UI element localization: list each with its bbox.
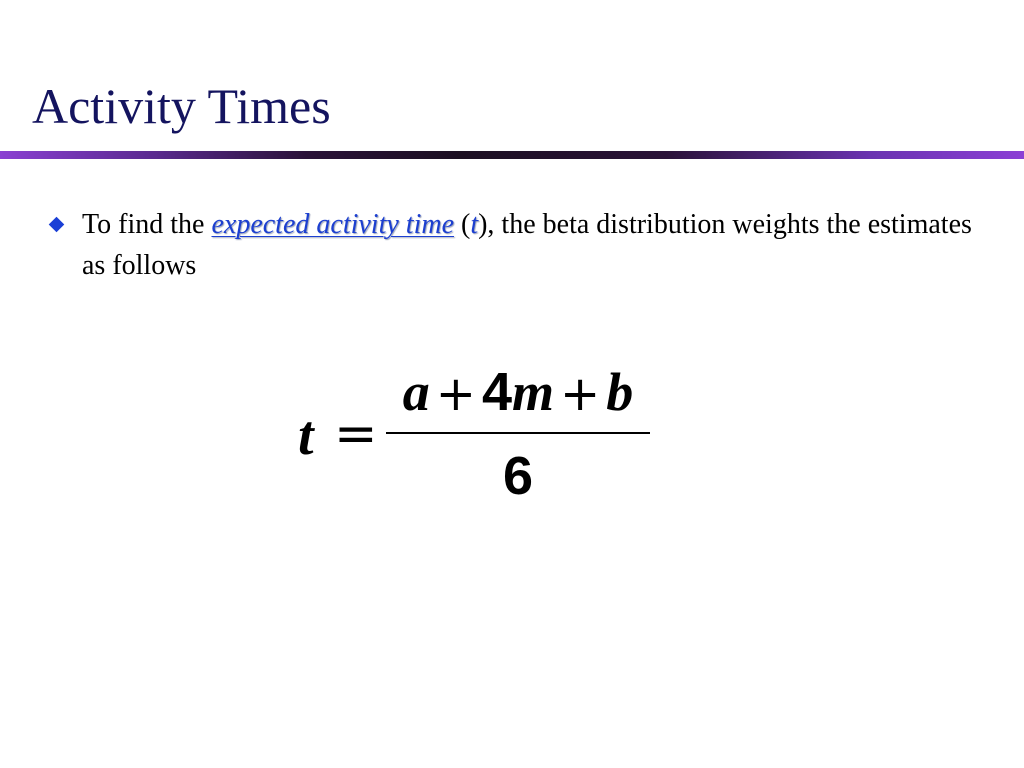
formula-numerator [386, 360, 650, 426]
title-divider [0, 151, 1024, 159]
formula-denominator: 6 [502, 446, 534, 506]
var-a: a [402, 362, 430, 422]
plus-sign: + [560, 366, 601, 422]
bullet-paren-open: ( [454, 209, 471, 240]
diamond-bullet-icon [49, 217, 65, 233]
expected-time-formula [298, 360, 658, 510]
formula-lhs: t [298, 405, 314, 467]
plus-sign: + [435, 366, 476, 422]
bullet-text [82, 204, 1002, 286]
var-b: b [606, 362, 634, 422]
coefficient-four: 4 [481, 362, 513, 422]
fraction-bar [386, 432, 650, 434]
t-symbol: t [470, 209, 479, 240]
slide-title: Activity Times [32, 78, 331, 134]
formula-equals: = [334, 404, 378, 464]
expected-activity-time-term: expected activity time [211, 209, 454, 240]
bullet-text-before: To find the [82, 209, 212, 240]
var-m: m [512, 362, 555, 422]
bullet-text-after: ), the beta distribution weights the estimates as follows [82, 209, 972, 281]
